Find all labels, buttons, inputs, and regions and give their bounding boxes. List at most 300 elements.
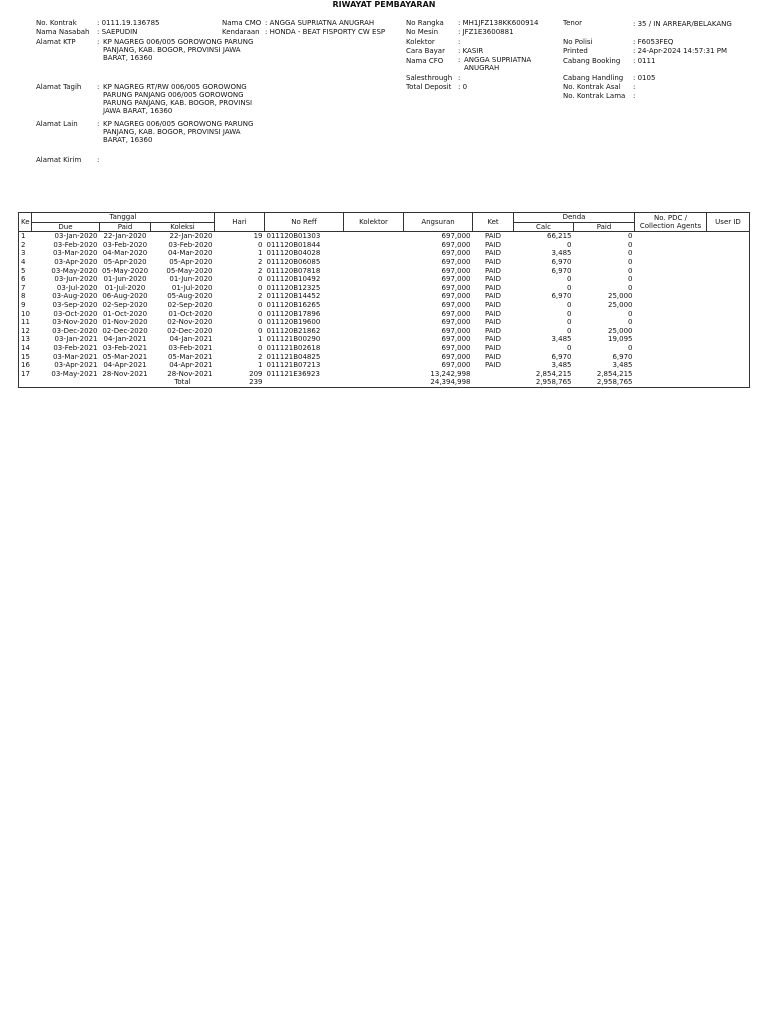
cell-denda-paid: 0 <box>628 283 633 292</box>
total-calc: 2,958,765 <box>514 378 574 387</box>
cell-denda-paid: 0 <box>628 309 633 318</box>
nama-cfo-label: Nama CFO <box>406 57 444 65</box>
table-row <box>19 361 750 370</box>
cell-calc: 0 <box>567 309 572 318</box>
cell-no-reff: 011120B12325 <box>266 283 321 292</box>
alamat-lain-colon: : <box>97 120 100 128</box>
cell-koleksi: 03-Feb-2021 <box>168 343 213 352</box>
cell-pdc <box>635 275 707 284</box>
cell-due: 03-Apr-2021 <box>54 361 98 370</box>
printed-value: : 24-Apr-2024 14:57:31 PM <box>633 47 728 55</box>
cell-denda-paid: 0 <box>628 266 633 275</box>
cell-koleksi: 05-May-2020 <box>166 266 213 275</box>
cell-calc: 3,485 <box>551 335 572 344</box>
table-row <box>19 318 750 327</box>
cell-due: 03-May-2020 <box>51 266 98 275</box>
cell-pdc <box>635 292 707 301</box>
cell-due: 03-Dec-2020 <box>52 326 98 335</box>
cell-ke: 17 <box>19 370 32 379</box>
cell-calc: 2,854,215 <box>535 369 572 378</box>
cell-ket: PAID <box>484 326 502 335</box>
cell-user-id <box>707 361 750 370</box>
alamat-tagih-label: Alamat Tagih <box>36 83 82 91</box>
cell-angsuran: 697,000 <box>441 326 471 335</box>
cell-hari: 0 <box>258 309 263 318</box>
cell-paid: 04-Mar-2020 <box>102 249 148 258</box>
nama-nasabah-value: : SAEPUDIN <box>97 28 138 36</box>
cell-due: 03-Feb-2020 <box>53 240 98 249</box>
cell-ke: 12 <box>19 327 32 336</box>
cell-due: 03-Jul-2020 <box>56 283 98 292</box>
cell-koleksi: 02-Nov-2020 <box>167 318 213 327</box>
cell-no-reff: 011120B16265 <box>266 300 321 309</box>
cell-user-id <box>707 284 750 293</box>
cell-kolektor <box>344 267 404 276</box>
cell-user-id <box>707 370 750 379</box>
cell-ke: 8 <box>19 292 32 301</box>
cell-kolektor <box>344 301 404 310</box>
kolektor-value: : <box>458 38 461 46</box>
nama-cmo-value: : ANGGA SUPRIATNA ANUGRAH <box>265 19 375 27</box>
cell-paid: 02-Sep-2020 <box>102 300 148 309</box>
cell-paid: 22-Jan-2020 <box>103 232 147 241</box>
no-kontrak-lama-value: : <box>633 92 636 100</box>
total-deposit-label: Total Deposit <box>406 83 452 91</box>
cabang-booking-label: Cabang Booking <box>563 57 621 65</box>
cell-denda-paid: 25,000 <box>608 300 633 309</box>
cell-ket: PAID <box>484 335 502 344</box>
cell-denda-paid: 0 <box>628 257 633 266</box>
cell-due: 03-May-2021 <box>51 369 98 378</box>
cell-user-id <box>707 335 750 344</box>
cell-no-reff: 011121B02618 <box>266 343 321 352</box>
cell-no-reff: 011120B21862 <box>266 326 321 335</box>
header-kolektor: Kolektor <box>344 213 404 232</box>
cell-kolektor <box>344 275 404 284</box>
cell-user-id <box>707 327 750 336</box>
cell-user-id <box>707 232 750 241</box>
no-kontrak-lama-label: No. Kontrak Lama <box>563 92 626 100</box>
cell-koleksi: 04-Mar-2020 <box>167 249 213 258</box>
total-denda-paid: 2,958,765 <box>574 378 635 387</box>
cell-due: 03-Nov-2020 <box>52 318 98 327</box>
cell-ke: 3 <box>19 249 32 258</box>
cell-user-id <box>707 258 750 267</box>
cell-hari: 2 <box>258 257 263 266</box>
no-rangka-label: No Rangka <box>406 19 444 27</box>
cabang-booking-value: : 0111 <box>633 57 656 65</box>
cell-denda-paid: 0 <box>628 232 633 241</box>
cell-ke: 13 <box>19 335 32 344</box>
printed-label: Printed <box>563 47 588 55</box>
cell-paid: 28-Nov-2021 <box>102 369 148 378</box>
cell-paid: 04-Jan-2021 <box>103 335 147 344</box>
alamat-kirim-label: Alamat Kirim <box>36 156 82 164</box>
cell-kolektor <box>344 335 404 344</box>
cell-calc: 0 <box>567 283 572 292</box>
cell-calc: 0 <box>567 326 572 335</box>
cell-due: 03-Aug-2020 <box>52 292 98 301</box>
no-mesin-label: No Mesin <box>406 28 439 36</box>
header-tanggal: Tanggal <box>32 213 215 223</box>
cell-angsuran: 697,000 <box>441 275 471 284</box>
cell-angsuran: 697,000 <box>441 361 471 370</box>
cell-calc: 6,970 <box>551 266 572 275</box>
cell-ket: PAID <box>484 309 502 318</box>
cell-paid: 04-Apr-2021 <box>103 361 147 370</box>
table-row <box>19 344 750 353</box>
cell-ke: 14 <box>19 344 32 353</box>
tenor-value: : 35 / IN ARREAR/BELAKANG <box>633 20 732 28</box>
cell-ket: PAID <box>484 232 502 241</box>
table-row <box>19 275 750 284</box>
cell-angsuran: 697,000 <box>441 283 471 292</box>
cell-calc: 0 <box>567 275 572 284</box>
cell-due: 03-Sep-2020 <box>52 300 98 309</box>
cell-user-id <box>707 353 750 362</box>
table-row <box>19 335 750 344</box>
cell-kolektor <box>344 353 404 362</box>
cell-angsuran: 697,000 <box>441 257 471 266</box>
cell-angsuran: 697,000 <box>441 300 471 309</box>
cell-calc: 0 <box>567 300 572 309</box>
cell-ke: 9 <box>19 301 32 310</box>
cell-due: 03-Feb-2021 <box>53 343 98 352</box>
cell-pdc <box>635 258 707 267</box>
cell-kolektor <box>344 241 404 250</box>
alamat-lain-value: KP NAGREG 006/005 GOROWONG PARUNG PANJANG, KAB. BOGOR, PROVINSI JAWA BARAT, 16360 <box>103 120 254 144</box>
cell-hari: 0 <box>258 275 263 284</box>
cell-hari: 1 <box>258 249 263 258</box>
cell-paid: 03-Feb-2020 <box>102 240 148 249</box>
cara-bayar-label: Cara Bayar <box>406 47 445 55</box>
cell-pdc <box>635 318 707 327</box>
cara-bayar-value: : KASIR <box>458 47 484 55</box>
cell-calc: 0 <box>567 240 572 249</box>
cell-calc: 3,485 <box>551 249 572 258</box>
total-angsuran: 24,394,998 <box>404 378 473 387</box>
cell-no-reff: 011120B19600 <box>266 318 321 327</box>
cell-angsuran: 697,000 <box>441 292 471 301</box>
cell-paid: 05-Mar-2021 <box>102 352 148 361</box>
cell-kolektor <box>344 310 404 319</box>
cell-kolektor <box>344 361 404 370</box>
cell-paid: 01-Jun-2020 <box>103 275 147 284</box>
cell-user-id <box>707 344 750 353</box>
cell-ket: PAID <box>484 283 502 292</box>
cell-denda-paid: 0 <box>628 343 633 352</box>
header-pdc: No. PDC / Collection Agents <box>635 213 707 232</box>
cell-user-id <box>707 310 750 319</box>
cell-user-id <box>707 292 750 301</box>
cell-no-reff: 011120B06085 <box>266 257 321 266</box>
nama-cfo-colon: : <box>458 56 461 64</box>
cell-no-reff: 011121E36923 <box>266 369 320 378</box>
cell-hari: 0 <box>258 326 263 335</box>
header-angsuran: Angsuran <box>404 213 473 232</box>
total-blank <box>19 378 32 387</box>
cell-angsuran: 697,000 <box>441 309 471 318</box>
total-blank <box>707 378 750 387</box>
cell-kolektor <box>344 344 404 353</box>
header-denda-paid: Paid <box>574 222 635 232</box>
table-row <box>19 292 750 301</box>
cell-angsuran: 697,000 <box>441 335 471 344</box>
cell-angsuran: 697,000 <box>441 240 471 249</box>
cell-no-reff: 011120B14452 <box>266 292 321 301</box>
header-no-reff: No Reff <box>265 213 344 232</box>
nama-nasabah-label: Nama Nasabah <box>36 28 90 36</box>
cell-denda-paid: 3,485 <box>612 361 633 370</box>
no-kontrak-asal-value: : <box>633 83 636 91</box>
cell-kolektor <box>344 327 404 336</box>
cell-hari: 0 <box>258 343 263 352</box>
cell-paid: 03-Feb-2021 <box>102 343 148 352</box>
cell-pdc <box>635 361 707 370</box>
total-row <box>19 378 750 387</box>
cell-ket: PAID <box>484 249 502 258</box>
cell-angsuran: 697,000 <box>441 249 471 258</box>
cell-no-reff: 011120B01844 <box>266 240 321 249</box>
cell-ket: PAID <box>484 300 502 309</box>
cell-denda-paid: 19,095 <box>608 335 633 344</box>
cell-ke: 16 <box>19 361 32 370</box>
cell-kolektor <box>344 249 404 258</box>
total-hari: 239 <box>215 378 265 387</box>
cell-user-id <box>707 275 750 284</box>
cell-pdc <box>635 232 707 241</box>
cell-denda-paid: 2,854,215 <box>596 369 633 378</box>
alamat-ktp-colon: : <box>97 38 100 46</box>
cell-hari: 1 <box>258 361 263 370</box>
cell-no-reff: 011120B01303 <box>266 232 321 241</box>
cell-koleksi: 01-Jun-2020 <box>169 275 213 284</box>
cell-ket: PAID <box>484 257 502 266</box>
cell-koleksi: 05-Aug-2020 <box>167 292 213 301</box>
cell-user-id <box>707 301 750 310</box>
no-kontrak-asal-label: No. Kontrak Asal <box>563 83 621 91</box>
header-hari: Hari <box>215 213 265 232</box>
cell-ke: 1 <box>19 232 32 241</box>
total-blank <box>32 378 100 387</box>
cabang-handling-value: : 0105 <box>633 74 656 82</box>
cell-hari: 0 <box>258 283 263 292</box>
cell-no-reff: 011121B00290 <box>266 335 321 344</box>
cell-pdc <box>635 327 707 336</box>
cell-hari: 2 <box>258 292 263 301</box>
cell-hari: 2 <box>258 352 263 361</box>
cell-ke: 7 <box>19 284 32 293</box>
cell-pdc <box>635 310 707 319</box>
nama-cmo-label: Nama CMO <box>222 19 262 27</box>
cell-calc: 66,215 <box>547 232 572 241</box>
cell-paid: 01-Jul-2020 <box>104 283 146 292</box>
cell-pdc <box>635 353 707 362</box>
cell-ke: 2 <box>19 241 32 250</box>
table-row <box>19 232 750 241</box>
cell-hari: 0 <box>258 240 263 249</box>
salesthrough-label: Salesthrough <box>406 74 453 82</box>
cell-no-reff: 011121B04825 <box>266 352 321 361</box>
cell-koleksi: 05-Apr-2020 <box>169 257 213 266</box>
table-row <box>19 249 750 258</box>
header-paid: Paid <box>100 222 151 232</box>
cell-pdc <box>635 267 707 276</box>
total-blank <box>100 378 151 387</box>
no-kontrak-label: No. Kontrak <box>36 19 77 27</box>
cell-angsuran: 13,242,998 <box>430 369 471 378</box>
cell-angsuran: 697,000 <box>441 266 471 275</box>
cell-denda-paid: 25,000 <box>608 326 633 335</box>
cell-angsuran: 697,000 <box>441 343 471 352</box>
header-koleksi: Koleksi <box>151 222 215 232</box>
cell-paid: 06-Aug-2020 <box>102 292 148 301</box>
cell-ke: 10 <box>19 310 32 319</box>
total-label: Total <box>151 378 215 387</box>
cell-no-reff: 011120B07818 <box>266 266 321 275</box>
alamat-tagih-value: KP NAGREG RT/RW 006/005 GOROWONG PARUNG PANJANG 006/005 GOROWONG PARUNG PANJANG, KAB. BOGOR, PROVINSI JAWA BARAT, 16360 <box>103 83 253 115</box>
no-polisi-label: No Polisi <box>563 38 593 46</box>
cell-koleksi: 03-Feb-2020 <box>168 240 213 249</box>
cell-paid: 01-Oct-2020 <box>102 309 148 318</box>
cell-angsuran: 697,000 <box>441 352 471 361</box>
cell-due: 03-Mar-2021 <box>52 352 98 361</box>
table-row <box>19 353 750 362</box>
kendaraan-value: : HONDA - BEAT FISPORTY CW ESP <box>265 28 386 36</box>
cell-denda-paid: 25,000 <box>608 292 633 301</box>
cell-calc: 6,970 <box>551 352 572 361</box>
alamat-ktp-value: KP NAGREG 006/005 GOROWONG PARUNG PANJANG, KAB. BOGOR, PROVINSI JAWA BARAT, 16360 <box>103 38 254 62</box>
cell-ket: PAID <box>484 240 502 249</box>
cell-paid: 05-May-2020 <box>101 266 149 275</box>
salesthrough-value: : <box>458 74 461 82</box>
cell-angsuran: 697,000 <box>441 318 471 327</box>
header-denda: Denda <box>514 213 635 223</box>
cell-pdc <box>635 284 707 293</box>
cell-kolektor <box>344 318 404 327</box>
cell-koleksi: 01-Jul-2020 <box>171 283 213 292</box>
cell-pdc <box>635 344 707 353</box>
cell-ket: PAID <box>484 318 502 327</box>
cell-hari: 19 <box>253 232 263 241</box>
cell-koleksi: 02-Sep-2020 <box>167 300 213 309</box>
cell-due: 03-Mar-2020 <box>52 249 98 258</box>
cell-calc: 6,970 <box>551 257 572 266</box>
cell-calc: 6,970 <box>551 292 572 301</box>
cell-pdc <box>635 241 707 250</box>
cell-koleksi: 04-Jan-2021 <box>169 335 213 344</box>
no-polisi-value: : F6053FEQ <box>633 38 674 46</box>
cell-ket: PAID <box>484 343 502 352</box>
cell-koleksi: 01-Oct-2020 <box>168 309 213 318</box>
cell-angsuran: 697,000 <box>441 232 471 241</box>
cell-no-reff: 011120B17896 <box>266 309 321 318</box>
cell-hari: 2 <box>258 266 263 275</box>
cell-pdc <box>635 370 707 379</box>
alamat-lain-label: Alamat Lain <box>36 120 78 128</box>
total-blank <box>265 378 344 387</box>
cell-ket: PAID <box>484 292 502 301</box>
cell-user-id <box>707 249 750 258</box>
cell-due: 03-Jun-2020 <box>54 275 98 284</box>
table-row <box>19 267 750 276</box>
kendaraan-label: Kendaraan <box>222 28 260 36</box>
no-mesin-value: : JFZ1E3600881 <box>458 28 514 36</box>
total-blank <box>635 378 707 387</box>
cell-koleksi: 04-Apr-2021 <box>169 361 213 370</box>
cell-kolektor <box>344 292 404 301</box>
cell-kolektor <box>344 370 404 379</box>
no-rangka-value: : MH1JFZ138KK600914 <box>458 19 539 27</box>
cell-paid: 01-Nov-2020 <box>102 318 148 327</box>
cell-hari: 209 <box>249 369 263 378</box>
cell-paid: 05-Apr-2020 <box>103 257 147 266</box>
cell-ket: PAID <box>484 361 502 370</box>
table-row <box>19 241 750 250</box>
cell-denda-paid: 0 <box>628 275 633 284</box>
cell-ke: 15 <box>19 353 32 362</box>
cell-due: 03-Jan-2020 <box>54 232 98 241</box>
cell-paid: 02-Dec-2020 <box>102 326 148 335</box>
nama-cfo-value: ANGGA SUPRIATNA ANUGRAH <box>464 56 532 72</box>
header-user-id: User ID <box>707 213 750 232</box>
cell-hari: 0 <box>258 318 263 327</box>
cell-user-id <box>707 267 750 276</box>
kolektor-label: Kolektor <box>406 38 435 46</box>
cell-no-reff: 011121B07213 <box>266 361 321 370</box>
table-row <box>19 284 750 293</box>
cell-due: 03-Jan-2021 <box>54 335 98 344</box>
cell-ket: PAID <box>484 275 502 284</box>
cell-no-reff: 011120B10492 <box>266 275 321 284</box>
table-row <box>19 258 750 267</box>
cell-kolektor <box>344 232 404 241</box>
page-title: RIWAYAT PEMBAYARAN <box>332 0 436 9</box>
cell-due: 03-Oct-2020 <box>53 309 98 318</box>
cell-koleksi: 02-Dec-2020 <box>167 326 213 335</box>
alamat-ktp-label: Alamat KTP <box>36 38 76 46</box>
cell-hari: 0 <box>258 300 263 309</box>
total-deposit-value: : 0 <box>458 83 468 91</box>
cell-user-id <box>707 318 750 327</box>
cell-ke: 6 <box>19 275 32 284</box>
cell-ke: 11 <box>19 318 32 327</box>
cell-koleksi: 28-Nov-2021 <box>167 369 213 378</box>
table-row <box>19 310 750 319</box>
cell-no-reff: 011120B04028 <box>266 249 321 258</box>
alamat-kirim-value: : <box>97 156 100 164</box>
cell-kolektor <box>344 284 404 293</box>
cell-ket: PAID <box>484 352 502 361</box>
cell-ket: PAID <box>484 266 502 275</box>
cabang-handling-label: Cabang Handling <box>563 74 624 82</box>
cell-user-id <box>707 241 750 250</box>
total-blank <box>344 378 404 387</box>
tenor-label: Tenor <box>563 19 582 27</box>
cell-ke: 4 <box>19 258 32 267</box>
table-row <box>19 327 750 336</box>
cell-ket <box>473 370 514 379</box>
header-calc: Calc <box>514 222 574 232</box>
cell-pdc <box>635 249 707 258</box>
no-kontrak-value: : 0111.19.136785 <box>97 19 160 27</box>
payment-history-table <box>18 212 750 388</box>
cell-kolektor <box>344 258 404 267</box>
cell-ke: 5 <box>19 267 32 276</box>
cell-calc: 0 <box>567 343 572 352</box>
cell-pdc <box>635 301 707 310</box>
cell-hari: 1 <box>258 335 263 344</box>
